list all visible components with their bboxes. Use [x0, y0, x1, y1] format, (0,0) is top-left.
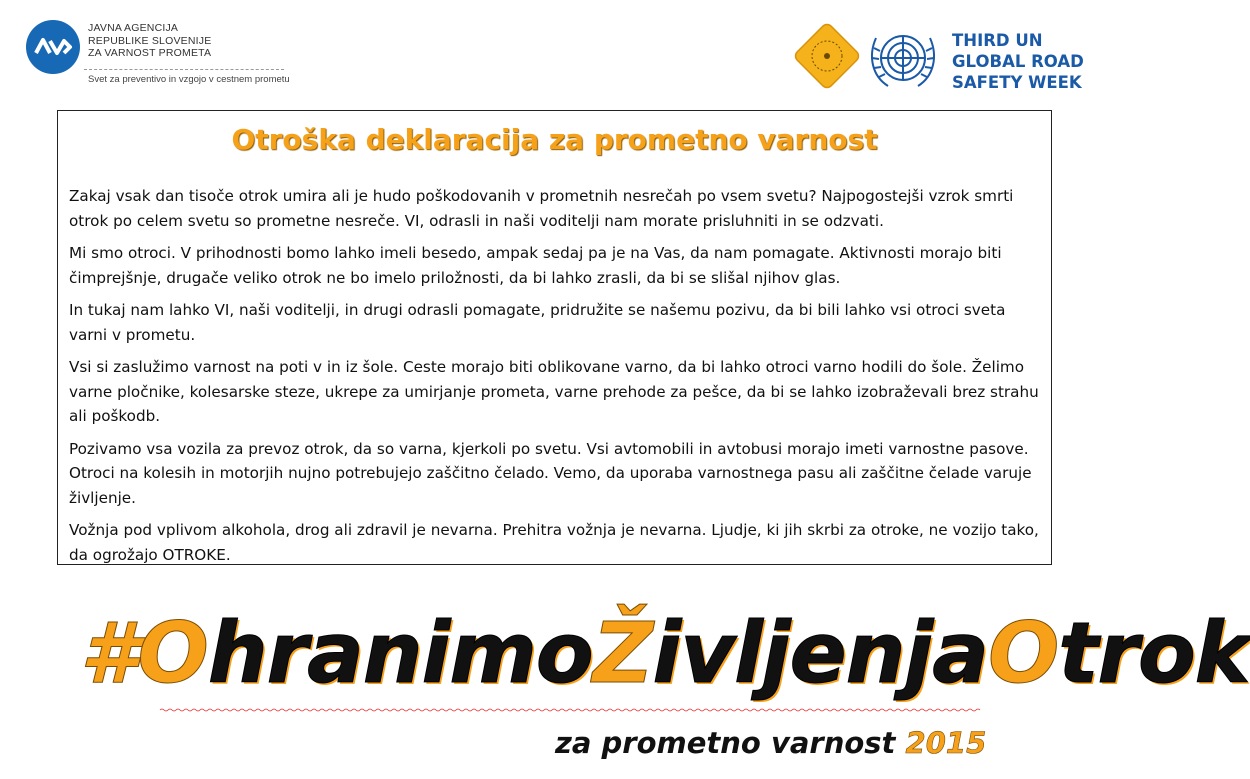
declaration-paragraph: Zakaj vsak dan tisoče otrok umira ali je hudo poškodovanih v prometnih nesrečah po vsem svetu? Najpogostejši vzrok smrti otrok po celem svetu so prometne nesreče. VI, odrasli in naši voditelji nam morate prisluhniti in se odzvati. — [69, 187, 1014, 230]
declaration-paragraph: Vožnja pod vplivom alkohola, drog ali zdravil je nevarna. Prehitra vožnja je nevarna. Ljudje, ki jih skrbi za otroke, ne vozijo tako, da ogrožajo OTROKE. — [69, 521, 1039, 564]
declaration-paragraph: Vsi si zaslužimo varnost na poti v in iz šole. Ceste morajo biti oblikovane varno, da bi lahko otroci varno hodili do šole. Želimo varne pločnike, kolesarske steze, ukrepe za umirjanje prometa, varne prehode za pešce, da bi se lahko izobraževali brez strahu ali poškodb. — [69, 358, 1039, 425]
hashtag-symbol: # — [80, 604, 138, 702]
subline-text: za prometno varnost — [555, 726, 896, 760]
agency-name-line: REPUBLIKE SLOVENIJE — [88, 34, 212, 47]
week-title-line: GLOBAL ROAD — [952, 52, 1084, 71]
agency-name-line: ZA VARNOST PROMETA — [88, 47, 212, 59]
declaration-box — [57, 110, 1052, 565]
declaration-title: Otroška deklaracija za prometno varnost — [231, 123, 878, 156]
declaration-body — [69, 184, 1044, 575]
subline — [555, 726, 986, 760]
agency-name-line: JAVNA AGENCIJA — [88, 22, 179, 34]
agency-logo — [26, 18, 290, 93]
agency-tagline: Svet za preventivo in vzgojo v cestnem prometu — [88, 74, 290, 85]
hashtag-initial: Ž — [592, 604, 653, 702]
agency-name — [88, 22, 211, 60]
hashtag-word: trok — [1058, 604, 1250, 702]
week-title-line: SAFETY WEEK — [952, 73, 1082, 92]
avp-arrows-icon — [26, 20, 80, 74]
hashtag-word: ivljenja — [652, 604, 988, 702]
week-title — [952, 30, 1084, 93]
hashtag-word: hranimo — [207, 604, 593, 702]
declaration-paragraph: Pozivamo vsa vozila za prevoz otrok, da so varna, kjerkoli po svetu. Vsi avtomobili in avtobusi morajo imeti varnostne pasove. Otroci na kolesih in motorjih nujno potrebujejo zaščitno čelado. Vemo, da uporaba varnostnega pasu ali zaščitne čelade varuje življenje. — [69, 439, 1032, 507]
hashtag-initial: O — [987, 604, 1059, 702]
declaration-paragraph: In tukaj nam lahko VI, naši voditelji, in drugi odrasli pomagate, pridružite se našemu pozivu, da bi bili lahko vsi otroci sveta varni v prometu. — [69, 301, 1006, 344]
subline-year: 2015 — [905, 726, 987, 760]
agency-divider — [84, 69, 284, 70]
week-title-line: THIRD UN — [952, 31, 1043, 50]
hashtag-slogan — [80, 598, 1250, 708]
un-emblem-icon — [866, 26, 940, 94]
hashtag-underline — [160, 708, 980, 712]
hashtag-initial: O — [137, 604, 208, 702]
decade-of-action-badge-icon — [789, 18, 865, 94]
declaration-paragraph: Mi smo otroci. V prihodnosti bomo lahko imeli besedo, ampak sedaj pa je na Vas, da nam pomagate. Aktivnosti morajo biti čimprejšnje, drugače veliko otrok ne bo imelo priložnosti, da bi lahko zrasli, da bi se slišal njihov glas. — [69, 244, 1002, 287]
